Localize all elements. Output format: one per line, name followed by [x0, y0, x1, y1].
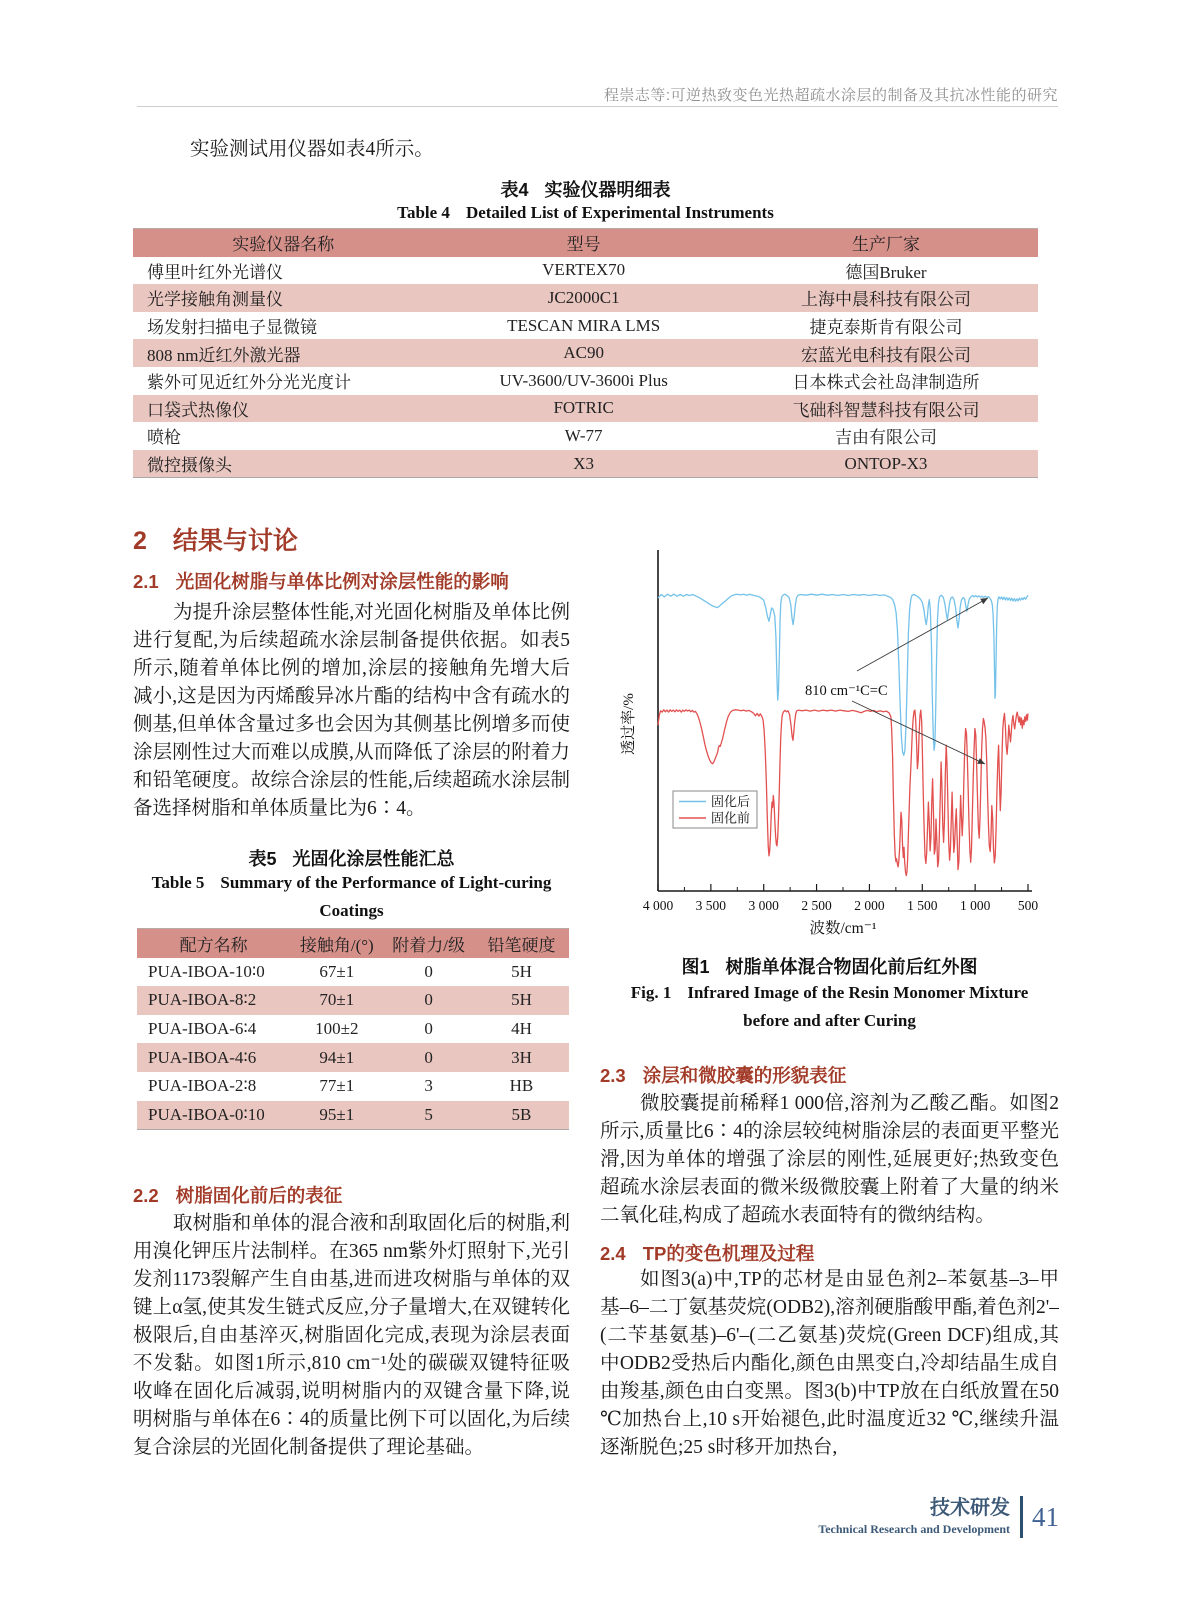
cell: PUA-IBOA-6∶4 — [148, 1019, 257, 1039]
figure1-label-zh: 图1 — [681, 957, 710, 977]
table5-label-en: Table 5 — [151, 873, 205, 892]
cell: PUA-IBOA-4∶6 — [137, 1043, 290, 1072]
cell: W-77 — [564, 425, 603, 445]
table-row — [137, 1072, 569, 1101]
table5-caption-en-line1 — [133, 873, 570, 893]
table4 — [133, 228, 1038, 478]
header-cell: 铅笔硬度 — [474, 929, 569, 958]
annotation-arrow-upper — [857, 598, 988, 671]
cell: 场发射扫描电子显微镜 — [147, 318, 317, 338]
table4-label-zh: 表4 — [500, 180, 529, 200]
header-cell: 接触角/(°) — [290, 929, 383, 958]
legend — [673, 791, 757, 828]
table5-title-zh: 光固化涂层性能汇总 — [292, 849, 455, 869]
x-tick-label: 2 000 — [854, 898, 885, 913]
y-axis-title: 透过率/% — [621, 693, 637, 755]
page-number: 41 — [1032, 1501, 1059, 1532]
cell: 日本株式会社岛津制造所 — [792, 373, 980, 393]
table-header-row — [133, 229, 1038, 257]
section-2-3-paragraph: 微胶囊提前稀释1 000倍,溶剂为乙酸乙酯。如图2所示,质量比6∶4的涂层较纯树脂涂层的表面更平整光滑,因为单体的增强了涂层的刚性,延展更好;热致变色超疏水涂层表面的微米级微胶囊上附着了大量的纳米二氧化硅,构成了超疏水表面特有的微纳结构。 — [600, 1093, 1059, 1226]
x-tick-label: 1 500 — [907, 898, 938, 913]
footer-divider — [1020, 1496, 1023, 1538]
header-cell: 附着力/级 — [383, 929, 474, 958]
section-2-1-heading: 2.1 光固化树脂与单体比例对涂层性能的影响 — [133, 571, 509, 592]
cell: HB — [509, 1076, 534, 1096]
cell: FOTRIC — [433, 395, 733, 423]
header-cell: 型号 — [433, 229, 733, 257]
x-axis-title: 波数/cm⁻¹ — [809, 920, 877, 937]
table4-title-zh: 实验仪器明细表 — [544, 180, 671, 200]
table-row — [133, 395, 1038, 423]
cell: 紫外可见近红外分光光度计 — [147, 373, 351, 393]
cell: 吉由有限公司 — [834, 428, 937, 448]
table-row — [133, 367, 1038, 395]
section-2-2-heading: 2.2 树脂固化前后的表征 — [133, 1185, 343, 1206]
table-row — [137, 1043, 569, 1072]
table-row — [133, 257, 1038, 285]
table-row — [137, 986, 569, 1015]
figure1-label-en: Fig. 1 — [630, 983, 672, 1002]
figure1-caption-en-line1 — [600, 983, 1059, 1003]
cell: 口袋式热像仪 — [133, 395, 433, 423]
cell: 100±2 — [315, 1019, 359, 1039]
footer-section-en: Technical Research and Development — [818, 1521, 1010, 1536]
legend-label: 固化前 — [711, 810, 751, 826]
intro-paragraph: 实验测试用仪器如表4所示。 — [190, 139, 434, 160]
x-tick-label: 4 000 — [642, 898, 674, 913]
cell: VERTEX70 — [542, 260, 626, 280]
footer-section-zh: 技术研发 — [930, 1496, 1010, 1519]
table-header-row — [137, 929, 569, 958]
section-2-3-heading: 2.3 涂层和微胶囊的形貌表征 — [600, 1065, 847, 1086]
series-cured — [658, 594, 1028, 755]
header-cell: 配方名称 — [137, 929, 290, 958]
table4-caption-zh — [133, 176, 1038, 202]
cell: 微控摄像头 — [133, 450, 433, 478]
cell: 宏蓝光电科技有限公司 — [734, 339, 1038, 367]
cell: PUA-IBOA-8∶2 — [137, 986, 290, 1015]
cell: 95±1 — [290, 1101, 383, 1130]
x-tick-label: 3 000 — [748, 898, 779, 913]
page-footer — [818, 1496, 1059, 1538]
cell: 67±1 — [319, 961, 355, 981]
cell: 70±1 — [290, 986, 383, 1015]
cell: 5H — [511, 961, 532, 981]
section-2-2-paragraph: 取树脂和单体的混合液和刮取固化后的树脂,利用溴化钾压片法制样。在365 nm紫外灯照射下,光引发剂1173裂解产生自由基,进而进攻树脂与单体的双键上α氢,使其发生链式反应,分子量增大,在双键转化极限后,自由基淬灭,树脂固化完成,表现为涂层表面不发黏。如图1所示,810 cm⁻¹处的碳碳双键特征吸收峰在固化后减弱,说明树脂内的双键含量下降,说明树脂与单体在6∶4的质量比例下可以固化,为后续复合涂层的光固化制备提供了理论基础。 — [133, 1213, 570, 1458]
cell: PUA-IBOA-0∶10 — [137, 1101, 290, 1130]
table4-title-en: Detailed List of Experimental Instruments — [465, 203, 774, 222]
section-2-1-paragraph: 为提升涂层整体性能,对光固化树脂及单体比例进行复配,为后续超疏水涂层制备提供依据。如表5所示,随着单体比例的增加,涂层的接触角先增大后减小,这是因为丙烯酸异冰片酯的结构中含有疏水的侧基,但单体含量过多也会因为其侧基比例增多而使涂层刚性过大而难以成膜,从而降低了涂层的附着力和铅笔硬度。故综合涂层的性能,后续超疏水涂层制备选择树脂和单体质量比为6∶4。 — [133, 602, 570, 819]
table5 — [137, 928, 569, 1130]
footer-section — [818, 1498, 1010, 1537]
cell: 光学接触角测量仪 — [133, 284, 433, 312]
x-tick-label: 2 500 — [801, 898, 832, 913]
cell: JC2000C1 — [433, 284, 733, 312]
cell: 0 — [424, 1019, 433, 1039]
table-row — [137, 1015, 569, 1044]
cell: 5 — [383, 1101, 474, 1130]
table5-label-zh: 表5 — [248, 849, 277, 869]
figure1-title-en-line1: Infrared Image of the Resin Monomer Mixture — [687, 983, 1029, 1002]
x-tick-label: 500 — [1017, 898, 1039, 913]
legend-label: 固化后 — [711, 794, 751, 809]
table-row — [133, 284, 1038, 312]
cell: 上海中晨科技有限公司 — [734, 284, 1038, 312]
cell: 77±1 — [319, 1076, 355, 1096]
running-head: 程崇志等:可逆热致变色光热超疏水涂层的制备及其抗冰性能的研究 — [603, 87, 1058, 104]
annotation-label: 810 cm⁻¹C=C — [805, 683, 888, 699]
figure1-caption-en-line2: before and after Curing — [743, 1011, 916, 1030]
cell: 捷克泰斯肯有限公司 — [809, 318, 963, 338]
section-2-4-paragraph: 如图3(a)中,TP的芯材是由显色剂2–苯氨基–3–甲基–6–二丁氨基荧烷(ODB2),溶剂硬脂酸甲酯,着色剂2'–(二苄基氨基)–6'–(二乙氨基)荧烷(Green DCF)组成,其中ODB2受热后内酯化,颜色由黑变白,冷却结晶生成自由羧基,颜色由白变黑。图3(b)中TP放在白纸放置在50 ℃加热台上,10 s开始褪色,此时温度近32 ℃,继续升温逐渐脱色;25 s时移开加热台, — [600, 1269, 1059, 1458]
cell: 傅里叶红外光谱仪 — [147, 262, 283, 282]
table5-title-en-line1: Summary of the Performance of Light-curing — [220, 873, 552, 892]
cell: TESCAN MIRA LMS — [507, 315, 661, 335]
cell: ONTOP-X3 — [734, 450, 1038, 478]
x-tick-label: 3 500 — [695, 898, 727, 913]
cell: 808 nm近红外激光器 — [133, 339, 433, 367]
table-row — [137, 958, 569, 987]
table4-caption-en — [133, 203, 1038, 223]
cell: 3H — [474, 1043, 569, 1072]
cell: 94±1 — [290, 1043, 383, 1072]
cell: 0 — [383, 1043, 474, 1072]
cell: PUA-IBOA-10∶0 — [148, 961, 265, 981]
section-2-4-heading: 2.4 TP的变色机理及过程 — [600, 1243, 815, 1264]
table5-caption-zh — [133, 845, 570, 871]
cell: 5H — [474, 986, 569, 1015]
cell: 0 — [383, 986, 474, 1015]
section-2-heading — [133, 521, 298, 557]
cell: AC90 — [433, 339, 733, 367]
section-2-title: 结果与讨论 — [172, 527, 298, 555]
table5-caption-en-line2: Coatings — [319, 901, 384, 920]
section-2-number: 2 — [133, 527, 147, 555]
figure1-caption-zh — [600, 953, 1059, 979]
cell: 3 — [424, 1076, 433, 1096]
cell: 喷枪 — [147, 428, 181, 448]
table-row — [133, 312, 1038, 340]
table-row — [137, 1101, 569, 1130]
cell: 4H — [511, 1019, 532, 1039]
header-cell: 生产厂家 — [734, 229, 1038, 257]
table4-label-en: Table 4 — [397, 203, 450, 222]
x-tick-label: 1 000 — [959, 898, 991, 913]
cell: 0 — [424, 961, 433, 981]
header-rule — [137, 106, 1058, 107]
ir-spectrum-chart — [600, 538, 1059, 942]
cell: PUA-IBOA-2∶8 — [148, 1076, 257, 1096]
cell: 5B — [474, 1101, 569, 1130]
cell: UV-3600/UV-3600i Plus — [499, 370, 668, 390]
cell: 飞础科智慧科技有限公司 — [734, 395, 1038, 423]
cell: 德国Bruker — [845, 262, 927, 282]
cell: X3 — [433, 450, 733, 478]
header-cell: 实验仪器名称 — [133, 229, 433, 257]
table-row — [133, 450, 1038, 478]
table-row — [133, 422, 1038, 450]
table-row — [133, 339, 1038, 367]
figure1-title-zh: 树脂单体混合物固化前后红外图 — [725, 957, 978, 977]
